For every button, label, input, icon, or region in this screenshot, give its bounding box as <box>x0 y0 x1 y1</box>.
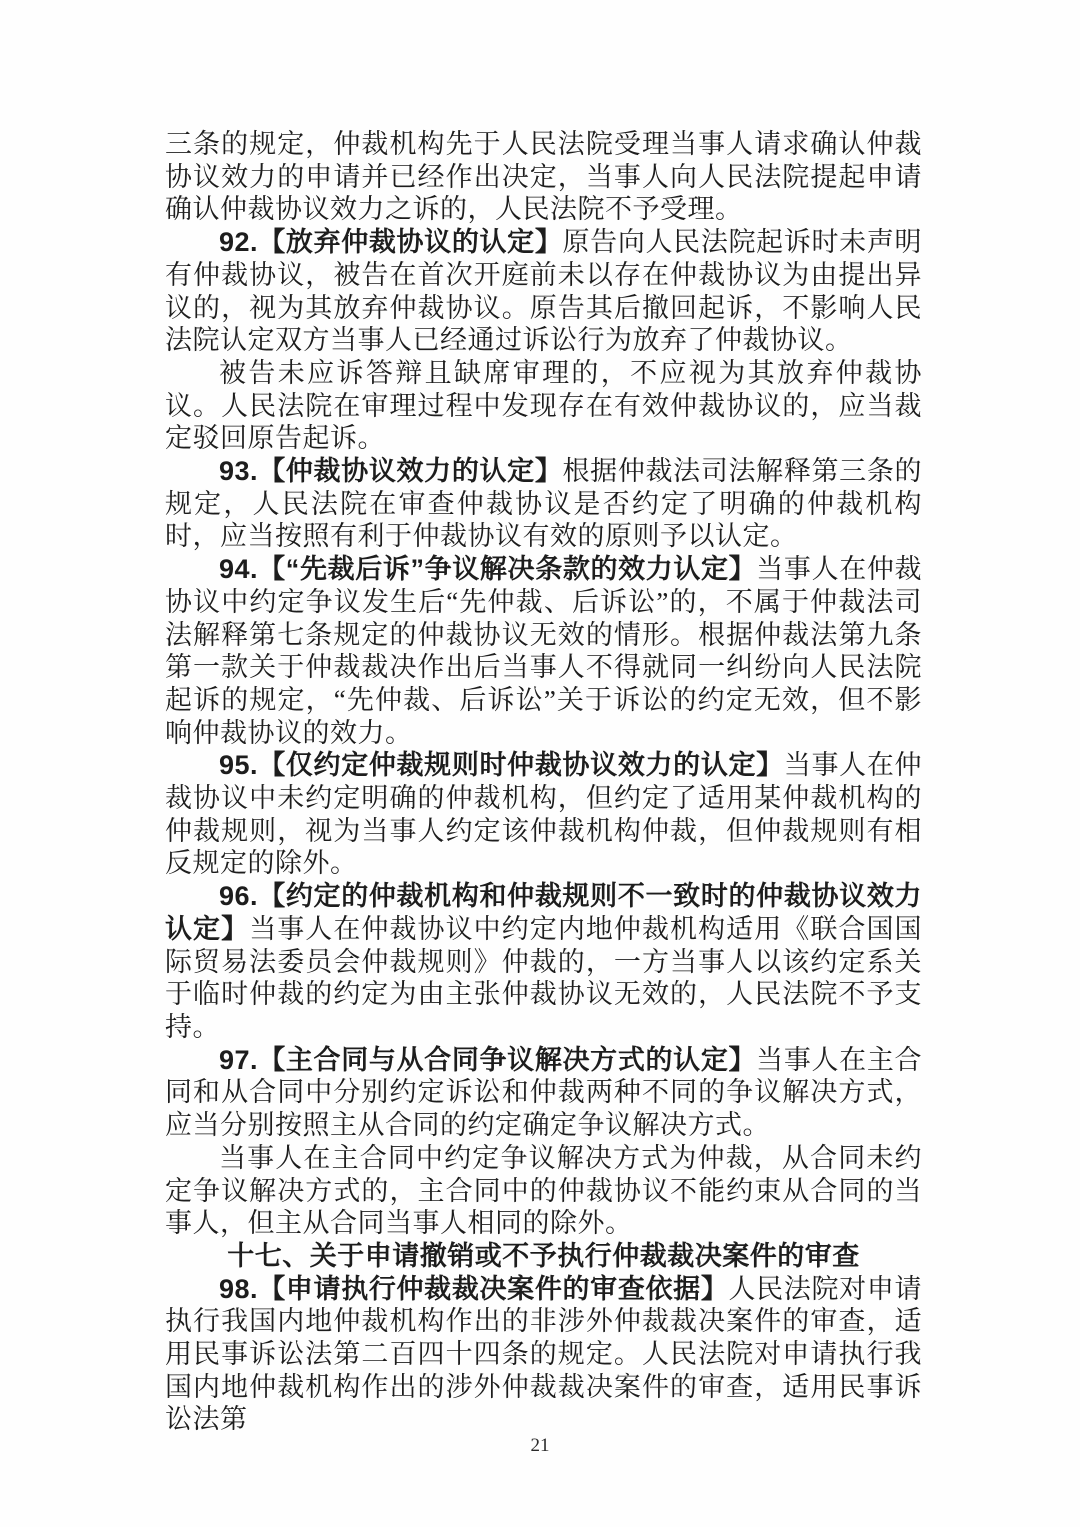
paragraph <box>165 128 922 226</box>
paragraph <box>165 1142 922 1240</box>
paragraph <box>165 455 922 553</box>
paragraph-text: 当事人在主合同中约定争议解决方式为仲裁，从合同未约定争议解决方式的，主合同中的仲裁协议不能约束从合同的当事人，但主从合同当事人相同的除外。 <box>165 1142 922 1239</box>
paragraph <box>165 553 922 749</box>
paragraph <box>165 226 922 357</box>
paragraph-text: 被告未应诉答辩且缺席审理的，不应视为其放弃仲裁协议。人民法院在审理过程中发现存在有效仲裁协议的，应当裁定驳回原告起诉。 <box>165 357 922 454</box>
paragraph-text: 当事人在主合同和从合同中分别约定诉讼和仲裁两种不同的争议解决方式，应当分别按照主从合同的约定确定争议解决方式。 <box>165 1044 922 1141</box>
paragraph-label: 94.【“先裁后诉”争议解决条款的效力认定】 <box>219 554 757 585</box>
paragraph-label: 98.【申请执行仲裁裁决案件的审查依据】 <box>219 1273 729 1304</box>
paragraph-text: 当事人在仲裁协议中约定内地仲裁机构适用《联合国国际贸易法委员会仲裁规则》仲裁的，一方当事人以该约定系关于临时仲裁的约定为由主张仲裁协议无效的，人民法院不予支持。 <box>165 913 923 1042</box>
text-block <box>165 128 922 1436</box>
paragraph-label: 93.【仲裁协议效力的认定】 <box>219 456 563 487</box>
paragraph <box>165 1044 922 1142</box>
paragraph-label: 96.【约定的仲裁机构和仲裁规则不一致时的仲裁协议效力认定】 <box>165 881 922 944</box>
paragraph-text: 原告向人民法院起诉时未声明有仲裁协议，被告在首次开庭前未以存在仲裁协议为由提出异议的，视为其放弃仲裁协议。原告其后撤回起诉，不影响人民法院认定双方当事人已经通过诉讼行为放弃了仲裁协议。 <box>165 227 922 356</box>
paragraph <box>165 880 922 1044</box>
paragraph-text: 三条的规定，仲裁机构先于人民法院受理当事人请求确认仲裁协议效力的申请并已经作出决定，当事人向人民法院提起申请确认仲裁协议效力之诉的，人民法院不予受理。 <box>165 129 922 225</box>
paragraph <box>165 357 922 455</box>
paragraph-label: 95.【仅约定仲裁规则时仲裁协议效力的认定】 <box>219 750 784 781</box>
paragraph-label: 92.【放弃仲裁协议的认定】 <box>219 227 563 258</box>
paragraph-label: 97.【主合同与从合同争议解决方式的认定】 <box>219 1044 757 1075</box>
paragraph-text: 当事人在仲裁协议中未约定明确的仲裁机构，但约定了适用某仲裁机构的仲裁规则，视为当事人约定该仲裁机构仲裁，但仲裁规则有相反规定的除外。 <box>165 750 922 879</box>
paragraph-text: 当事人在仲裁协议中约定争议发生后“先仲裁、后诉讼”的，不属于仲裁法司法解释第七条规定的仲裁协议无效的情形。根据仲裁法第九条第一款关于仲裁裁决作出后当事人不得就同一纠纷向人民法院起诉的规定，“先仲裁、后诉讼”关于诉讼的约定无效，但不影响仲裁协议的效力。 <box>165 554 922 748</box>
paragraph <box>165 1273 922 1437</box>
section-heading <box>165 1240 922 1273</box>
paragraph-text: 根据仲裁法司法解释第三条的规定，人民法院在审查仲裁协议是否约定了明确的仲裁机构时，应当按照有利于仲裁协议有效的原则予以认定。 <box>165 456 922 552</box>
paragraph-text: 人民法院对申请执行我国内地仲裁机构作出的非涉外仲裁裁决案件的审查，适用民事诉讼法第二百四十四条的规定。人民法院对申请执行我国内地仲裁机构作出的涉外仲裁裁决案件的审查，适用民事诉讼法第 <box>165 1273 922 1435</box>
paragraph <box>165 749 922 880</box>
paragraph-label: 十七、关于申请撤销或不予执行仲裁裁决案件的审查 <box>227 1240 860 1271</box>
page-number: 21 <box>530 1435 550 1456</box>
